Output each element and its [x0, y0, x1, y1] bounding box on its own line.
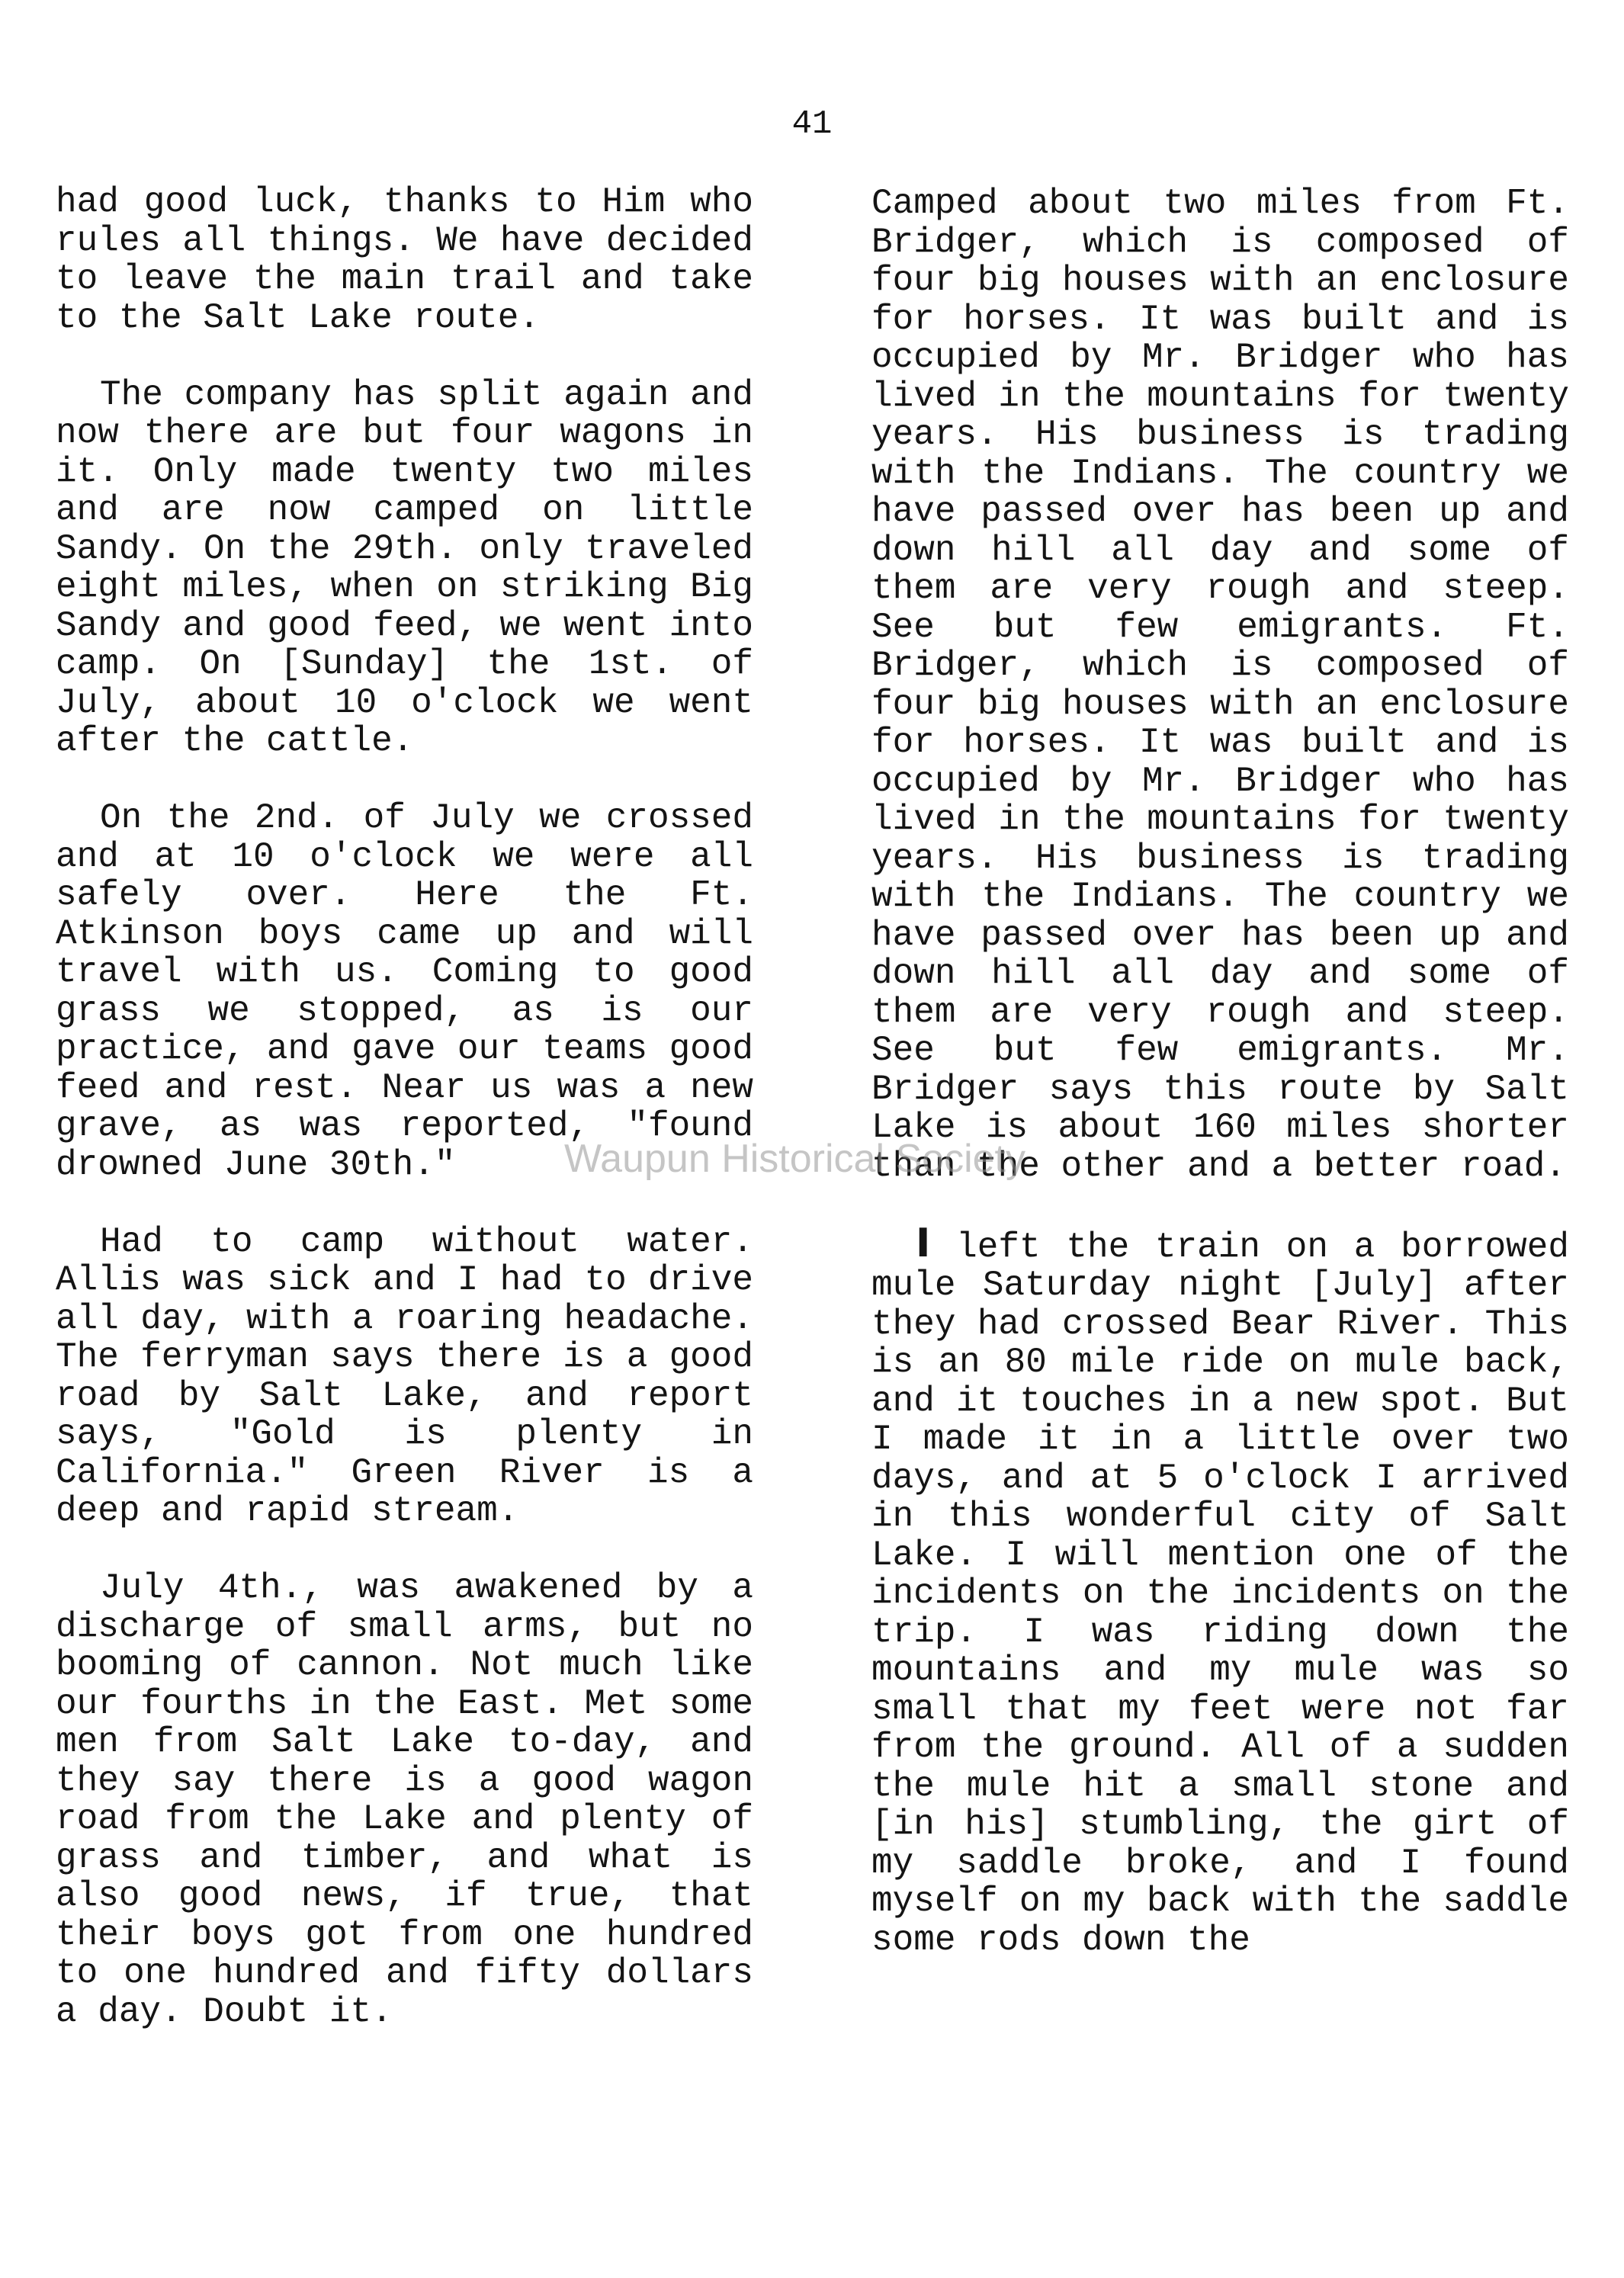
paragraph: On the 2nd. of July we crossed and at 10 o'clock we were all safely over. Here the Ft. Atkinson boys came up and will travel with us. Coming to good grass we stopped, as is our practice, and gave our teams good feed and rest. Near us was a new grave, as was reported, "found drowned June 30th.": [56, 798, 753, 1185]
right-column: [871, 184, 1569, 1998]
watermark: Waupun Historical Society: [564, 1137, 1025, 1181]
paragraph: had good luck, thanks to Him who rules all things. We have decided to leave the main trail and take to the Salt Lake route.: [56, 182, 753, 338]
paragraph: July 4th., was awakened by a discharge of small arms, but no booming of cannon. Not much like our fourths in the East. Met some men from Salt Lake to-day, and they say there is a good wagon road from the Lake and plenty of grass and timber, and what is also good news, if true, that their boys got from one hundred to one hundred and fifty dollars a day. Doubt it.: [56, 1568, 753, 2032]
left-column: [56, 183, 753, 2070]
page-number: 41: [791, 105, 833, 143]
paragraph: I left the train on a borrowed mule Saturday night [July] after they had crossed Bear River. This is an 80 mile ride on mule back, and it touches in a new spot. But I made it in a little over two days, and at 5 o'clock I arrived in this wonderful city of Salt Lake. I will mention one of the incidents on the incidents on the trip. I was riding down the mountains and my mule was so small that my feet were not far from the ground. All of a sudden the mule hit a small stone and [in his] stumbling, the girt of my saddle broke, and I found myself on my back with the saddle some rods down the: [871, 1220, 1569, 1960]
paragraph: Had to camp without water. Allis was sick and I had to drive all day, with a roaring headache. The ferryman says there is a good road by Salt Lake, and report says, "Gold is plenty in California." Green River is a deep and rapid stream.: [56, 1221, 753, 1531]
paragraph: The company has split again and now there are but four wagons in it. Only made twenty two miles and are now camped on little Sandy. On the 29th. only traveled eight miles, when on striking Big Sandy and good feed, we went into camp. On [Sunday] the 1st. of July, about 10 o'clock we went after the cattle.: [56, 374, 753, 761]
paragraph: Camped about two miles from Ft. Bridger, which is composed of four big houses with an enclosure for horses. It was built and is occupied by Mr. Bridger who has lived in the mountains for twenty years. His business is trading with the Indians. The country we have passed over has been up and down hill all day and some of them are very rough and steep. See but few emigrants. Ft. Bridger, which is composed of four big houses with an enclosure for horses. It was built and is occupied by Mr. Bridger who has lived in the mountains for twenty years. His business is trading with the Indians. The country we have passed over has been up and down hill all day and some of them are very rough and steep. See but few emigrants. Mr. Bridger says this route by Salt Lake is about 160 miles shorter than the other and a better road.: [871, 184, 1569, 1186]
